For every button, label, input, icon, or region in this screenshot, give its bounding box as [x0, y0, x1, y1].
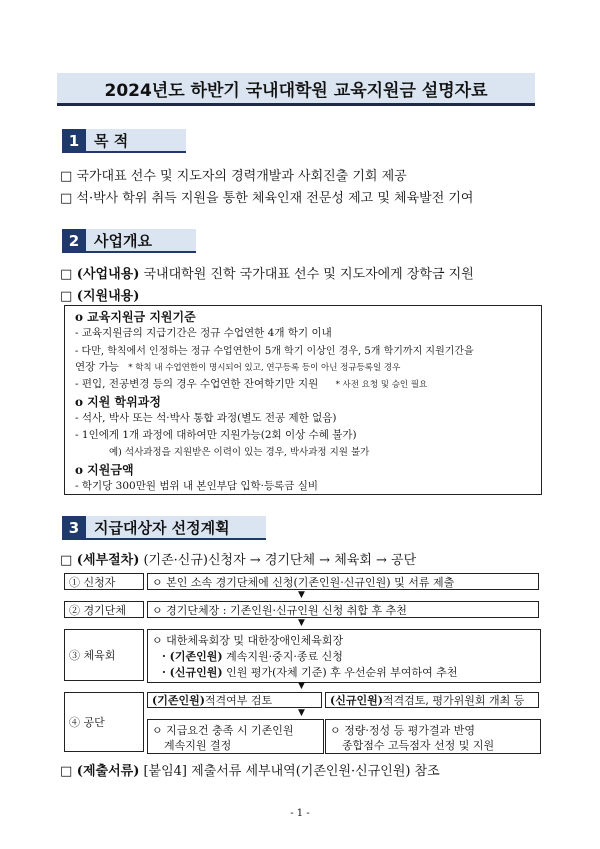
- section-3-header: [62, 516, 266, 540]
- support-content-head: □ (지원내용): [60, 289, 140, 304]
- business-content-head: □ (사업내용): [60, 267, 140, 282]
- new-label: (신규인원): [330, 694, 383, 707]
- new-result-line-2: 종합점수 고득점자 선정 및 지원: [342, 739, 495, 752]
- amount-heading: o 지원금액: [75, 463, 134, 477]
- existing-text: 적격여부 검토: [204, 694, 273, 707]
- flow-step-2-label: ② 경기단체: [64, 601, 144, 618]
- existing-result-line-2: 계속지원 결정: [164, 739, 232, 752]
- page-number: - 1 -: [290, 808, 310, 819]
- criteria-note-1: * 학칙 내 수업연한이 명시되어 있고, 연구등록 등이 아닌 정규등록일 경우: [128, 363, 401, 373]
- degree-line-1: - 석사, 박사 또는 석·박사 통합 과정(별도 전공 제한 없음): [75, 412, 337, 424]
- document-title: 2024년도 하반기 국내대학원 교육지원금 설명자료: [57, 73, 535, 106]
- section-number: 1: [62, 129, 86, 153]
- flow-arrow: ▼: [298, 681, 305, 691]
- section-1-header: [62, 129, 186, 153]
- new-label: · (신규인원): [162, 666, 223, 679]
- flow-step-3-line-1: ㅇ 대한체육회장 및 대한장애인체육회장: [152, 634, 344, 647]
- support-details-box: [64, 305, 542, 495]
- section-underline: [62, 538, 252, 540]
- degree-heading: o 지원 학위과정: [75, 395, 161, 409]
- procedure-line: [60, 549, 416, 568]
- criteria-line-4-text: - 편입, 전공변경 등의 경우 수업연한 잔여학기만 지원: [75, 378, 319, 390]
- criteria-line-2: - 다만, 학칙에서 인정하는 정규 수업연한이 5개 학기 이상인 경우, 5개 학기까지 지원기간을: [75, 346, 474, 357]
- flow-step-4-existing: [147, 692, 322, 708]
- purpose-item-2: □ 석·박사 학위 취득 지원을 통한 체육인재 전문성 제고 및 체육발전 기여: [60, 191, 474, 206]
- new-text: 인원 평가(자체 기준) 후 우선순위 부여하여 추천: [222, 666, 458, 679]
- section-label: 사업개요: [86, 229, 196, 253]
- criteria-line-1: - 교육지원금의 지급기간은 정규 수업연한 4개 학기 이내: [75, 327, 332, 339]
- documents-head: □ (제출서류): [60, 764, 140, 779]
- purpose-item-1: □ 국가대표 선수 및 지도자의 경력개발과 사회진출 기회 제공: [60, 169, 407, 184]
- flow-arrow: ▼: [298, 618, 305, 628]
- business-content-text: 국내대학원 진학 국가대표 선수 및 지도자에게 장학금 지원: [139, 267, 474, 282]
- criteria-note-2: * 사전 요청 및 승인 필요: [335, 380, 428, 390]
- flow-step-3-label: ③ 체육회: [64, 629, 144, 681]
- existing-label: · (기존인원): [162, 650, 223, 663]
- documents-line: [60, 760, 440, 779]
- flow-arrow: ▼: [298, 590, 305, 600]
- flow-step-3-box: [147, 629, 541, 683]
- section-underline: [62, 251, 182, 253]
- flow-step-4-new: [325, 692, 539, 708]
- degree-line-2: - 1인에게 1개 과정에 대하여만 지원가능(2회 이상 수혜 불가): [75, 429, 357, 441]
- new-text: 적격검토, 평가위원회 개최 등: [382, 694, 525, 707]
- criteria-line-4: [75, 376, 427, 391]
- criteria-line-3: [75, 359, 400, 374]
- existing-label: (기존인원): [152, 694, 205, 707]
- flow-step-3-line-3: [162, 664, 458, 680]
- existing-result-line-1: ㅇ 지급요건 충족 시 기존인원: [152, 724, 294, 737]
- flow-step-4-new-result: [325, 719, 541, 754]
- procedure-text: (기존·신규)신청자 → 경기단체 → 체육회 → 공단: [139, 553, 417, 568]
- section-underline: [62, 151, 180, 153]
- flow-step-3-line-2: [162, 648, 343, 664]
- criteria-heading: o 교육지원금 지원기준: [75, 310, 196, 324]
- new-result-line-1: ㅇ 정량·정성 등 평가결과 반영: [330, 724, 475, 737]
- flow-step-4-label: ④ 공단: [64, 692, 144, 752]
- degree-example: 예) 석사과정을 지원받은 이력이 있는 경우, 박사과정 지원 불가: [109, 447, 370, 458]
- documents-text: [붙임4] 제출서류 세부내역(기존인원·신규인원) 참조: [139, 764, 440, 779]
- flow-step-2-text: ㅇ 경기단체장 : 기존인원·신규인원 신청 취합 후 추천: [147, 601, 539, 618]
- section-2-header: [62, 229, 196, 253]
- business-content: [60, 263, 474, 282]
- amount-line: - 학기당 300만원 범위 내 본인부담 입학·등록금 실비: [75, 480, 319, 492]
- section-label: 목 적: [86, 129, 186, 153]
- flow-step-4-existing-result: [147, 719, 324, 754]
- section-label: 지급대상자 선정계획: [86, 516, 266, 540]
- procedure-head: □ (세부절차): [60, 553, 140, 568]
- criteria-line-3-text: 연장 가능: [75, 361, 119, 373]
- flow-arrow: ▼: [298, 708, 305, 718]
- section-number: 3: [62, 516, 86, 540]
- flow-step-1-text: ㅇ 본인 소속 경기단체에 신청(기존인원·신규인원) 및 서류 제출: [147, 573, 539, 590]
- existing-text: 계속지원·중지·종료 신청: [222, 650, 343, 663]
- flow-step-1-label: ① 신청자: [64, 573, 144, 590]
- section-number: 2: [62, 229, 86, 253]
